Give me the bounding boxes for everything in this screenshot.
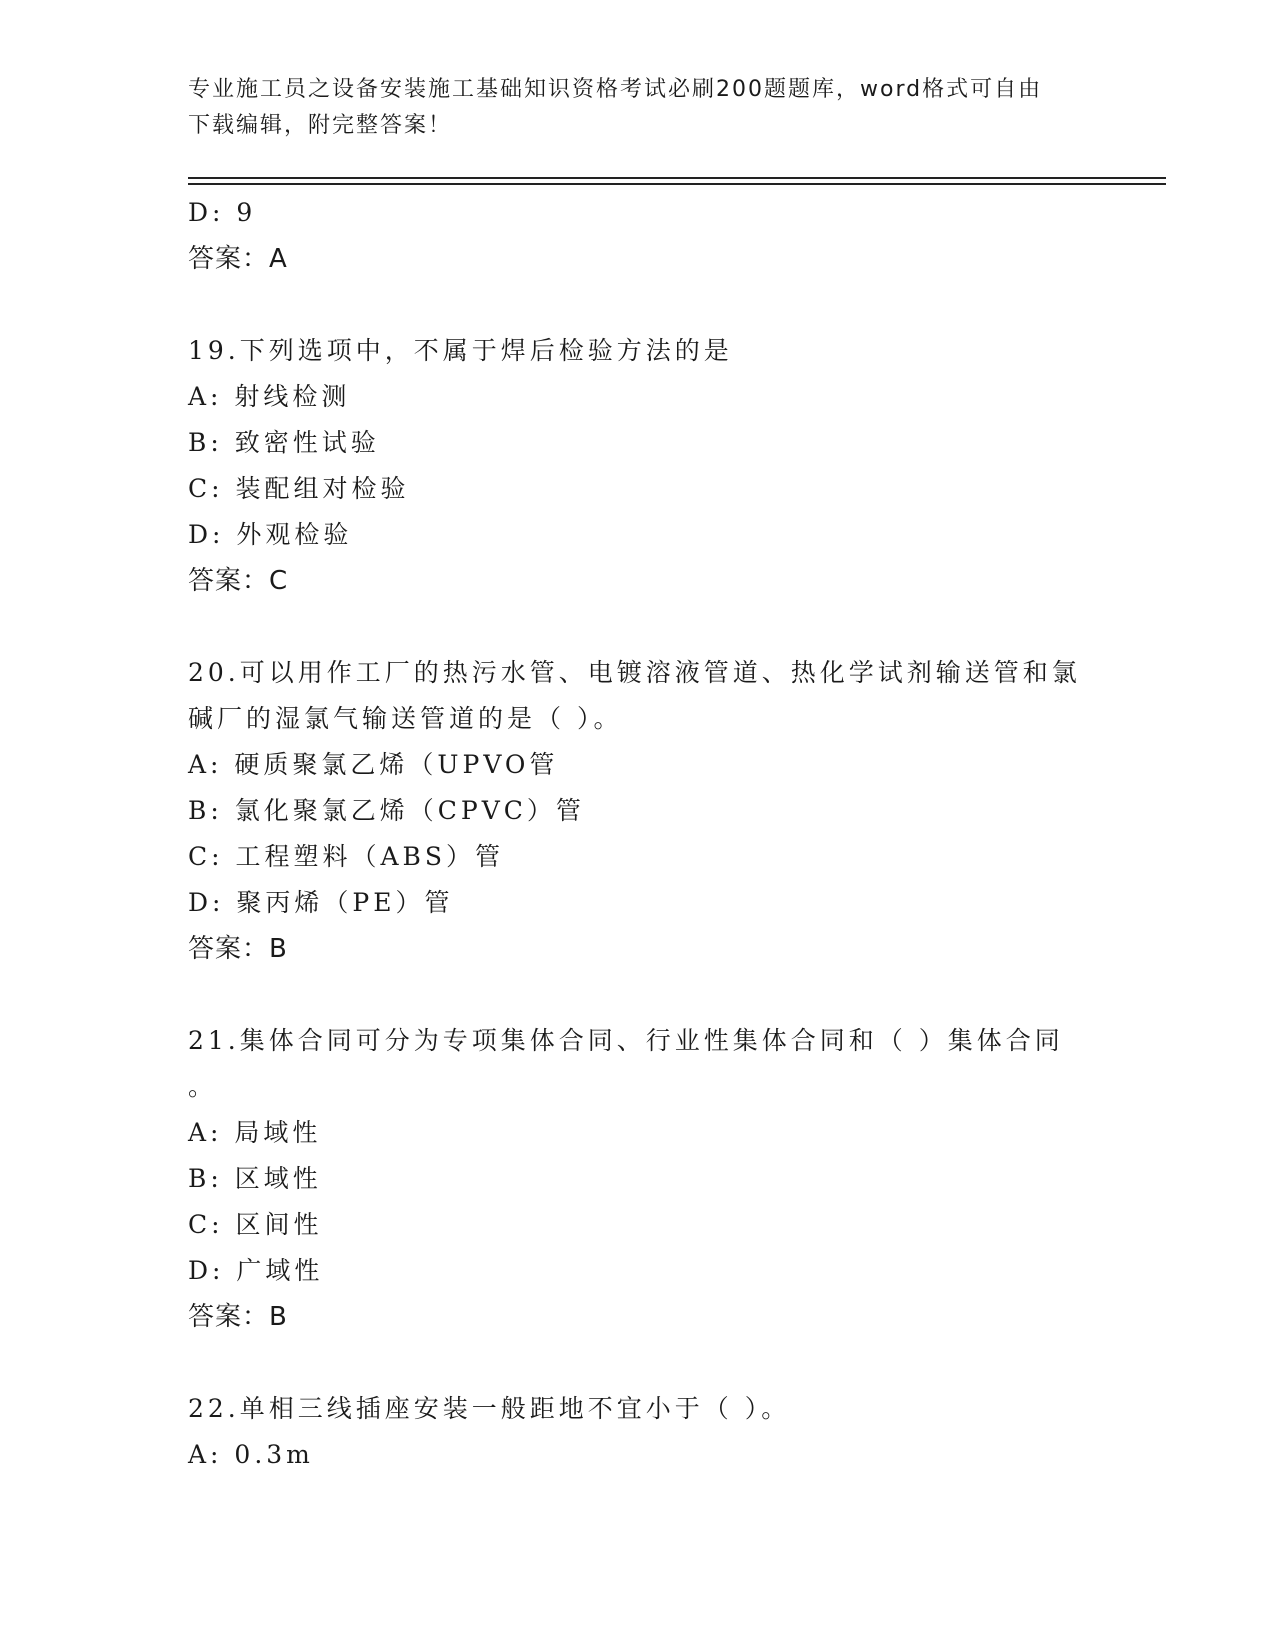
option-a: A: 局域性 xyxy=(188,1118,322,1147)
option-b: B: 氯化聚氯乙烯（CPVC）管 xyxy=(188,796,585,825)
spacer xyxy=(188,1340,1138,1386)
header-divider-bottom xyxy=(188,183,1166,185)
header-line-1: 专业施工员之设备安装施工基础知识资格考试必刷200题题库，word格式可自由 xyxy=(188,77,1043,102)
answer-line: 答案：C xyxy=(188,566,289,596)
option-d: D: 聚丙烯（PE）管 xyxy=(188,888,454,917)
option-a: A: 射线检测 xyxy=(188,382,351,411)
header-divider-top xyxy=(188,177,1166,179)
option-a: A: 0.3m xyxy=(188,1440,314,1469)
option-c: C: 区间性 xyxy=(188,1210,323,1239)
option-d: D: 9 xyxy=(188,198,257,227)
document-header xyxy=(188,72,1088,144)
option-d: D: 外观检验 xyxy=(188,520,353,549)
question-22 xyxy=(188,1386,1138,1478)
option-d: D: 广域性 xyxy=(188,1256,324,1285)
answer-line: 答案：B xyxy=(188,1302,288,1332)
question-21 xyxy=(188,1018,1138,1340)
option-b: B: 致密性试验 xyxy=(188,428,380,457)
question-stem: 19.下列选项中，不属于焊后检验方法的是 xyxy=(188,336,733,365)
spacer xyxy=(188,972,1138,1018)
question-20 xyxy=(188,650,1138,972)
option-c: C: 装配组对检验 xyxy=(188,474,410,503)
answer-line: 答案：A xyxy=(188,244,288,274)
question-stem-continued: 碱厂的湿氯气输送管道的是（ ）。 xyxy=(188,704,623,733)
answer-line: 答案：B xyxy=(188,934,288,964)
document-body xyxy=(188,190,1138,1478)
option-b: B: 区域性 xyxy=(188,1164,322,1193)
question-19 xyxy=(188,328,1138,604)
option-c: C: 工程塑料（ABS）管 xyxy=(188,842,505,871)
question-stem: 21.集体合同可分为专项集体合同、行业性集体合同和（ ）集体合同 xyxy=(188,1026,1064,1055)
question-stem: 20.可以用作工厂的热污水管、电镀溶液管道、热化学试剂输送管和氯 xyxy=(188,658,1081,687)
spacer xyxy=(188,604,1138,650)
spacer xyxy=(188,282,1138,328)
question-stem: 22.单相三线插座安装一般距地不宜小于（ ）。 xyxy=(188,1394,791,1423)
header-line-2: 下载编辑，附完整答案！ xyxy=(188,113,453,138)
option-a: A: 硬质聚氯乙烯（UPVO管 xyxy=(188,750,559,779)
question-stem-continued: 。 xyxy=(188,1072,218,1101)
previous-question-tail xyxy=(188,190,1138,282)
